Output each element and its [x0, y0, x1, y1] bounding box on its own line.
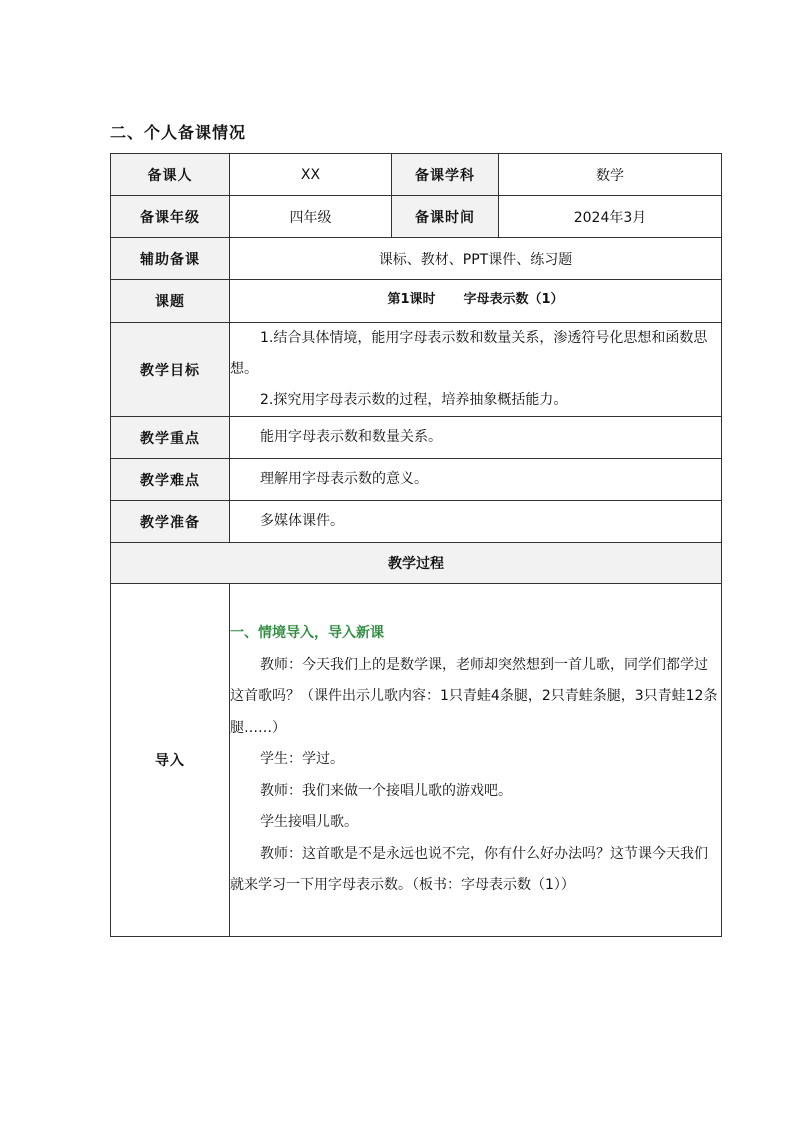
topic-label: 课题	[111, 280, 230, 323]
row-key-points	[111, 417, 722, 459]
row-grade	[111, 196, 722, 238]
goals-label: 教学目标	[111, 323, 230, 417]
row-process-intro	[111, 584, 722, 937]
goals-cell	[230, 323, 722, 417]
aux-value: 课标、教材、PPT课件、练习题	[230, 238, 722, 280]
goal-2: 2.探究用字母表示数的过程，培养抽象概括能力。	[260, 392, 568, 408]
process-line-2: 学生：学过。	[260, 751, 344, 768]
goal-1: 1.结合具体情境，能用字母表示数和数量关系，渗透符号化思想和函数思想。	[230, 330, 708, 377]
row-process-header	[111, 543, 722, 584]
row-goals	[111, 323, 722, 417]
row-preparer	[111, 154, 722, 196]
difficulties-label: 教学难点	[111, 459, 230, 501]
preparer-value: XX	[230, 154, 392, 196]
topic-title: 字母表示数（1）	[463, 292, 564, 307]
process-line-3: 教师：我们来做一个接唱儿歌的游戏吧。	[260, 782, 512, 799]
preparation-label: 教学准备	[111, 501, 230, 543]
aux-label: 辅助备课	[111, 238, 230, 280]
time-value: 2024年3月	[499, 196, 722, 238]
key-points-value: 能用字母表示数和数量关系。	[230, 417, 722, 459]
process-line-1: 教师：今天我们上的是数学课，老师却突然想到一首儿歌，同学们都学过这首歌吗？（课件出示儿歌内容：1只青蛙4条腿，2只青蛙条腿，3只青蛙12条腿……）	[230, 656, 718, 736]
lesson-plan-table	[110, 153, 722, 937]
subject-value: 数学	[499, 154, 722, 196]
process-content	[230, 584, 722, 937]
process-line-5: 教师：这首歌是不是永远也说不完，你有什么好办法吗？这节课今天我们就来学习一下用字母表示数。（板书：字母表示数（1））	[230, 845, 708, 894]
process-header: 教学过程	[111, 543, 722, 584]
row-difficulties	[111, 459, 722, 501]
key-points-label: 教学重点	[111, 417, 230, 459]
process-heading: 一、情境导入，导入新课	[230, 625, 384, 642]
time-label: 备课时间	[392, 196, 499, 238]
topic-cell	[230, 280, 722, 323]
row-topic	[111, 280, 722, 323]
row-preparation	[111, 501, 722, 543]
preparation-value: 多媒体课件。	[230, 501, 722, 543]
process-line-4: 学生接唱儿歌。	[260, 814, 358, 831]
grade-label: 备课年级	[111, 196, 230, 238]
section-title: 二、个人备课情况	[110, 123, 247, 142]
stage-label: 导入	[111, 584, 230, 937]
row-aux	[111, 238, 722, 280]
topic-lesson: 第1课时	[387, 292, 436, 307]
difficulties-value: 理解用字母表示数的意义。	[230, 459, 722, 501]
subject-label: 备课学科	[392, 154, 499, 196]
preparer-label: 备课人	[111, 154, 230, 196]
grade-value: 四年级	[230, 196, 392, 238]
